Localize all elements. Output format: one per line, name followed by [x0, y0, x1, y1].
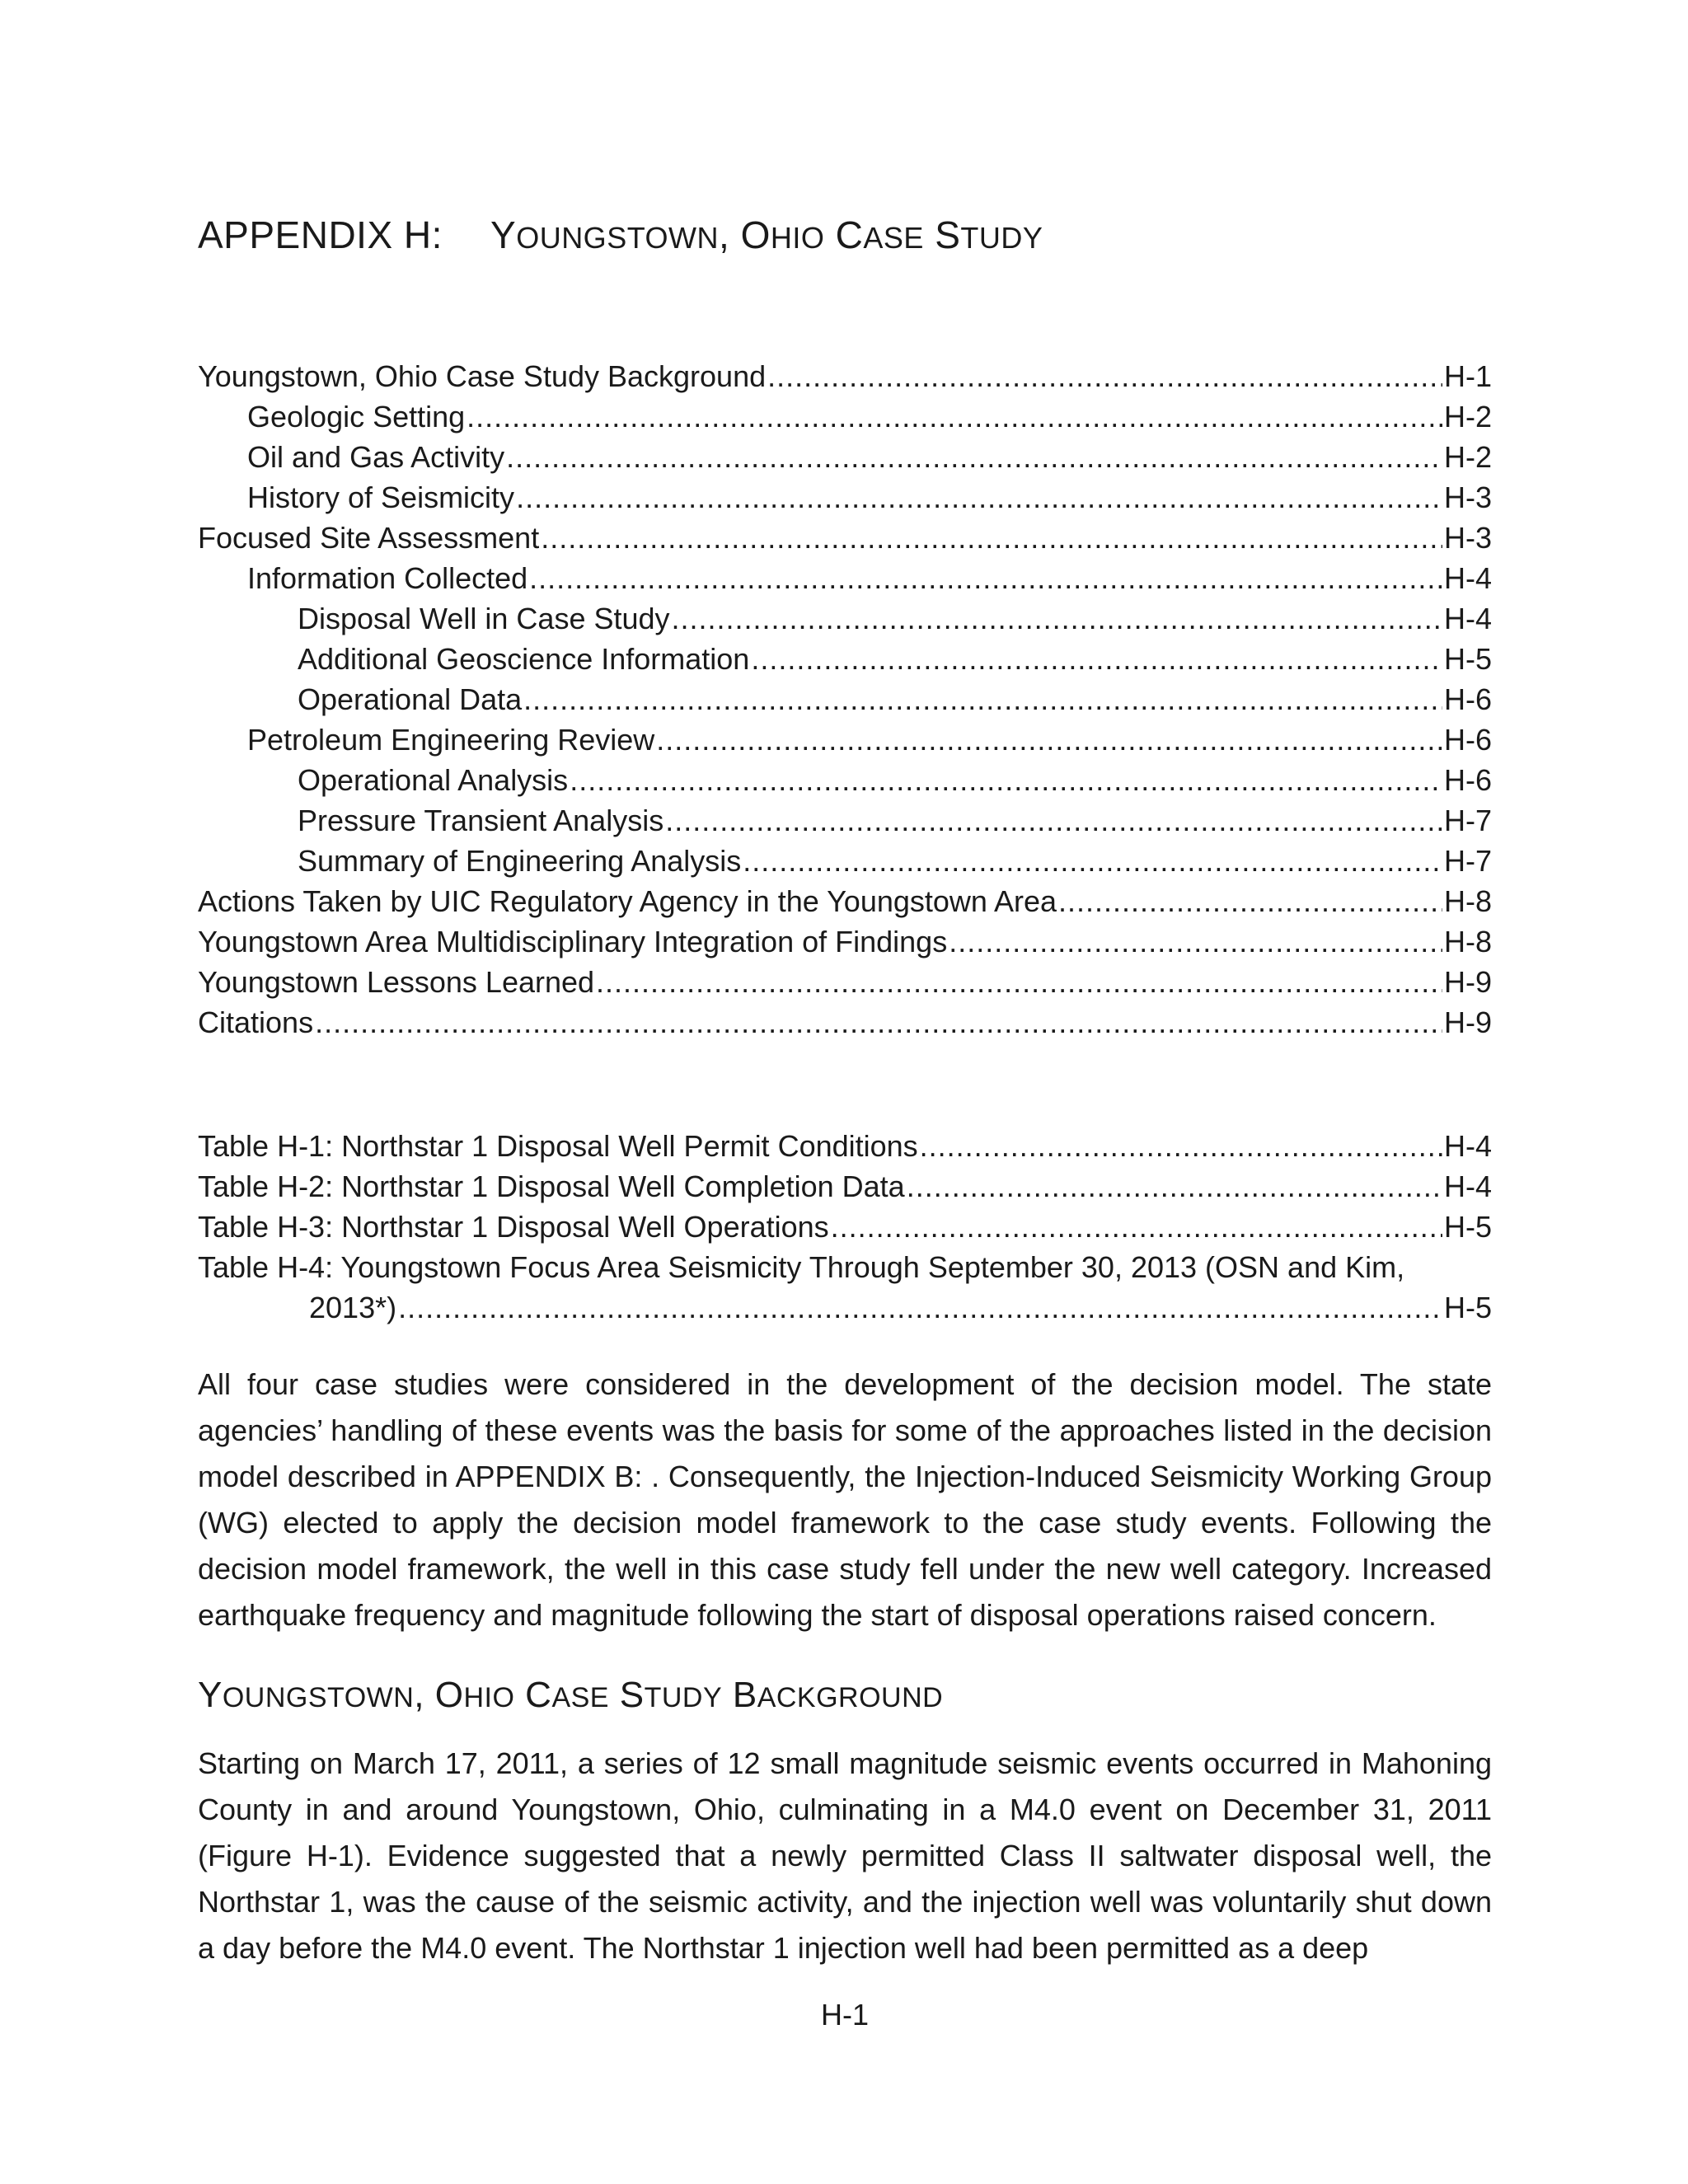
toc-entry[interactable]	[198, 881, 1492, 921]
toc-entry-title: History of Seismicity	[247, 480, 515, 514]
toc-entry-title: Disposal Well in Case Study	[298, 602, 670, 635]
table-entry-page: H-5	[1443, 1291, 1492, 1324]
toc-entry-page: H-9	[1443, 965, 1492, 999]
toc-entry-title: Operational Analysis	[298, 763, 569, 797]
title-part: OUNGSTOWN	[516, 221, 720, 255]
intro-paragraph: All four case studies were considered in the development of the decision model. The state agencies’ handling of these events was the basis for some of the approaches listed in the decision model described in APPENDIX B: . Consequently, the Injection-Induced Seismicity Working Group (WG) elected to apply the decision model framework to the case study events. Following the decision model framework, the well in this case study fell under the new well category. Increased earthquake frequency and magnitude following the start of disposal operations raised concern.	[198, 1367, 1492, 1632]
appendix-title-text	[490, 213, 1043, 256]
table-entry-title: Table H-3: Northstar 1 Disposal Well Operations	[198, 1210, 829, 1244]
toc-entry[interactable]	[198, 598, 1492, 639]
table-entry[interactable]	[198, 1287, 1492, 1328]
toc-entry-title: Youngstown Lessons Learned	[198, 965, 595, 999]
toc-leader	[907, 1166, 1442, 1207]
toc-entry-page: H-5	[1443, 642, 1492, 676]
toc-leader	[743, 841, 1442, 881]
background-paragraph: Starting on March 17, 2011, a series of 12 small magnitude seismic events occurred in Mahoning County in and around Youngstown, Ohio, culminating in a M4.0 event on December 31, 2011 (Figure H-1). Evidence suggested that a newly permitted Class II saltwater disposal well, the Northstar 1, was the cause of the seismic activity, and the injection well was voluntarily shut down a day before the M4.0 event. The Northstar 1 injection well had been permitted as a deep	[198, 1746, 1492, 1965]
page-number: H-1	[820, 1998, 869, 2032]
toc-entry-page: H-4	[1443, 602, 1492, 635]
toc-entry-title: Citations	[198, 1005, 314, 1039]
toc-leader	[570, 760, 1442, 800]
table-entry-page: H-5	[1443, 1210, 1492, 1244]
toc-entry[interactable]	[198, 841, 1492, 881]
table-entry-title-line1[interactable]: Table H-4: Youngstown Focus Area Seismicity Through September 30, 2013 (OSN and Kim,	[198, 1250, 1405, 1284]
toc-entry[interactable]	[198, 639, 1492, 679]
toc-entry[interactable]	[198, 800, 1492, 841]
toc-entry-title: Petroleum Engineering Review	[247, 723, 655, 757]
appendix-title	[198, 213, 1043, 257]
heading-part: Y	[198, 1675, 223, 1715]
heading-part: , O	[414, 1675, 464, 1715]
toc-entry-title: Operational Data	[298, 682, 523, 716]
toc-entry-page: H-9	[1443, 1005, 1492, 1039]
toc-entry-page: H-8	[1443, 925, 1492, 958]
toc-leader	[541, 518, 1442, 558]
document-page	[198, 0, 1492, 2184]
table-entry-title: 2013*)	[309, 1291, 397, 1324]
title-part: ASE	[863, 221, 924, 255]
toc-entry-page: H-6	[1443, 763, 1492, 797]
toc-entry-page: H-6	[1443, 723, 1492, 757]
toc-leader	[672, 598, 1442, 639]
table-of-contents	[198, 356, 1492, 1043]
toc-entry-title: Focused Site Assessment	[198, 521, 540, 555]
toc-entry[interactable]	[198, 356, 1492, 396]
toc-leader	[1058, 881, 1442, 921]
toc-entry-title: Oil and Gas Activity	[247, 440, 505, 474]
toc-leader	[831, 1207, 1442, 1247]
toc-leader	[523, 679, 1442, 719]
toc-entry-title: Actions Taken by UIC Regulatory Agency in the Youngstown Area	[198, 884, 1057, 918]
toc-entry-page: H-7	[1443, 804, 1492, 837]
toc-entry-title: Summary of Engineering Analysis	[298, 844, 742, 878]
table-entry-page: H-4	[1443, 1129, 1492, 1163]
toc-entry[interactable]	[198, 437, 1492, 477]
toc-entry-page: H-3	[1443, 480, 1492, 514]
toc-leader	[398, 1287, 1442, 1328]
heading-part: ACKGROUND	[757, 1682, 944, 1713]
table-entry-page: H-4	[1443, 1169, 1492, 1203]
title-part: TUDY	[960, 221, 1043, 255]
heading-part: S	[608, 1675, 645, 1715]
title-part: HIO	[770, 221, 825, 255]
title-part: Y	[490, 213, 517, 256]
toc-leader	[596, 962, 1442, 1002]
toc-leader	[529, 558, 1442, 598]
toc-entry-page: H-7	[1443, 844, 1492, 878]
toc-entry-title: Youngstown, Ohio Case Study Background	[198, 359, 767, 393]
toc-entry-page: H-3	[1443, 521, 1492, 555]
toc-entry[interactable]	[198, 719, 1492, 760]
table-entry-title: Table H-2: Northstar 1 Disposal Well Completion Data	[198, 1169, 905, 1203]
toc-entry-title: Pressure Transient Analysis	[298, 804, 664, 837]
title-part: , O	[719, 213, 771, 256]
toc-leader	[516, 477, 1442, 518]
toc-entry[interactable]	[198, 1002, 1492, 1043]
heading-part: B	[722, 1675, 757, 1715]
toc-leader	[920, 1126, 1442, 1166]
toc-entry-page: H-2	[1443, 440, 1492, 474]
table-entry[interactable]	[198, 1166, 1492, 1207]
table-entry[interactable]	[198, 1207, 1492, 1247]
toc-leader	[665, 800, 1442, 841]
title-part: C	[824, 213, 864, 256]
table-entry-title: Table H-1: Northstar 1 Disposal Well Permit Conditions	[198, 1129, 918, 1163]
heading-part: C	[514, 1675, 552, 1715]
toc-leader	[315, 1002, 1442, 1043]
toc-leader	[949, 921, 1442, 962]
toc-entry[interactable]	[198, 558, 1492, 598]
toc-entry-title: Information Collected	[247, 561, 528, 595]
appendix-label: APPENDIX H:	[198, 213, 443, 256]
toc-entry-page: H-1	[1443, 359, 1492, 393]
toc-entry[interactable]	[198, 679, 1492, 719]
heading-part: TUDY	[644, 1682, 723, 1713]
toc-entry-page: H-4	[1443, 561, 1492, 595]
toc-entry-title: Additional Geoscience Information	[298, 642, 750, 676]
section-heading	[198, 1675, 943, 1716]
toc-entry[interactable]	[198, 477, 1492, 518]
toc-entry[interactable]	[198, 921, 1492, 962]
heading-part: HIO	[463, 1682, 515, 1713]
toc-leader	[467, 396, 1442, 437]
list-of-tables	[198, 1126, 1492, 1328]
toc-leader	[656, 719, 1442, 760]
toc-entry[interactable]	[198, 962, 1492, 1002]
table-entry[interactable]	[198, 1126, 1492, 1166]
toc-entry[interactable]	[198, 396, 1492, 437]
toc-entry[interactable]	[198, 518, 1492, 558]
toc-entry-page: H-6	[1443, 682, 1492, 716]
toc-entry-page: H-2	[1443, 400, 1492, 434]
toc-leader	[506, 437, 1442, 477]
title-part: S	[923, 213, 961, 256]
toc-entry-title: Geologic Setting	[247, 400, 466, 434]
toc-entry-title: Youngstown Area Multidisciplinary Integration of Findings	[198, 925, 948, 958]
toc-entry[interactable]	[198, 760, 1492, 800]
toc-leader	[767, 356, 1442, 396]
toc-entry-page: H-8	[1443, 884, 1492, 918]
heading-part: OUNGSTOWN	[222, 1682, 415, 1713]
heading-part: ASE	[551, 1682, 609, 1713]
toc-leader	[751, 639, 1442, 679]
